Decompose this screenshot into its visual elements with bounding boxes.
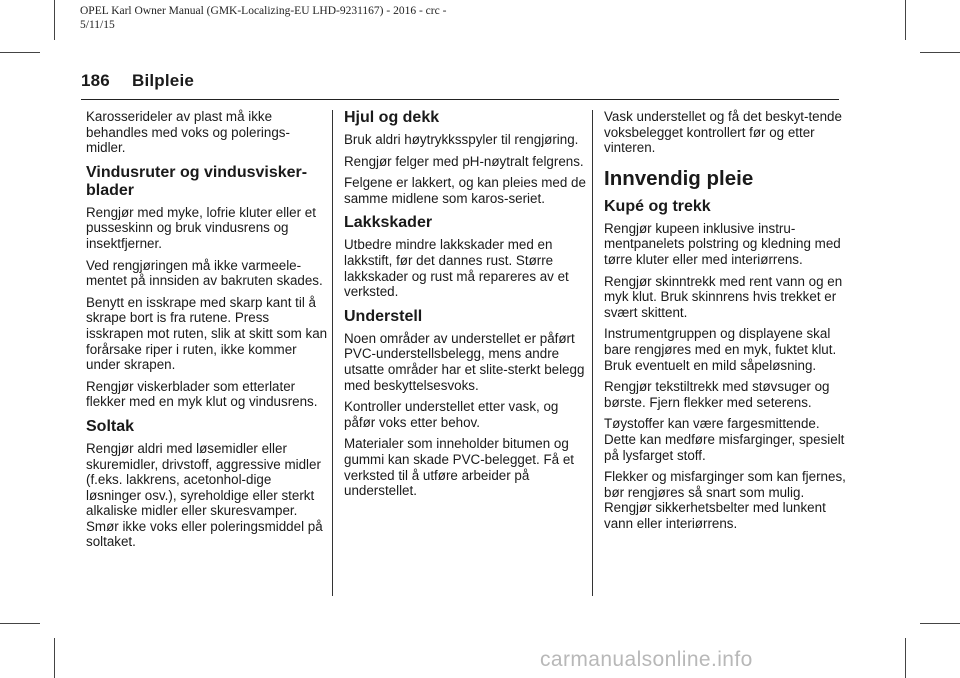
paragraph-fabric-color: Tøystoffer kan være fargesmittende. Dette kan medføre misfarginger, spesielt på lysfarget stoff.	[604, 416, 845, 463]
heading-paint-damage: Lakkskader	[344, 214, 433, 232]
crop-mark-left-lower	[0, 623, 40, 624]
paragraph-textile: Rengjør tekstiltrekk med støvsuger og børste. Fjern flekker med seterens.	[604, 379, 830, 410]
print-header-line1: OPEL Karl Owner Manual (GMK-Localizing-EU LHD-9231167) - 2016 - crc -	[80, 5, 447, 17]
paragraph-heating-element: Ved rengjøringen må ikke varmeele-mentet på innsiden av bakruten skades.	[86, 257, 323, 289]
crop-mark-right-lower	[920, 623, 960, 624]
paragraph-bitumen: Materialer som inneholder bitumen og gummi kan skade PVC-belegget. Få et verksted til å utføre arbeider på understellet.	[344, 436, 574, 499]
paragraph-check-underbody: Kontroller understellet etter vask, og påfør voks etter behov.	[344, 399, 559, 430]
paragraph-rim-cleaner: Rengjør felger med pH-nøytralt felgrens.	[344, 153, 584, 169]
print-header	[80, 4, 520, 32]
heading-windows-wipers: Vindusruter og vindusvisker-blader	[86, 163, 308, 199]
crop-mark-bottom-right	[905, 638, 906, 678]
crop-mark-top-left	[54, 0, 55, 40]
watermark: carmanualsonline.info	[540, 648, 753, 671]
paragraph-pressure-washer: Bruk aldri høytrykksspyler til rengjøring.	[344, 132, 579, 147]
paragraph-sunroof-care: Rengjør aldri med løsemidler eller skuremidler, drivstoff, aggressive midler (f.eks. lakkrens, acetonhol-dige løsninger osv.), syreholdige eller sterkt alkaliske midler eller skuresvamper. Smør ikke voks eller poleringsmiddel på soltaket.	[86, 440, 323, 550]
paragraph-pvc-coating: Noen områder av understellet er påført PVC-understellsbelegg, mens andre utsatte områder har et slite-sterkt belegg med beskyttelsesvoks.	[344, 330, 585, 393]
crop-mark-right-upper	[920, 52, 960, 53]
chapter-title: Bilpleie	[131, 71, 195, 90]
paragraph-plastic-parts: Karosserideler av plast må ikke behandles med voks og polerings-midler.	[86, 109, 290, 156]
heading-rule	[81, 99, 839, 100]
crop-mark-left-upper	[0, 52, 40, 53]
heading-cabin-upholstery: Kupé og trekk	[604, 197, 711, 215]
heading-wheels-tyres: Hjul og dekk	[344, 109, 440, 126]
paragraph-instruments-displays: Instrumentgruppen og displayene skal bare rengjøres med en myk, fuktet klut. Bruk eventuelt en mild såpeløsning.	[604, 326, 837, 373]
page-number: 186	[81, 71, 110, 90]
paragraph-ice-scraper: Benytt en isskrape med skarp kant til å skrape bort is fra rutene. Press isskrapen mot ruten, slik at skitt som kan forårsake riper i ruten, ikke kommer under skrapen.	[86, 294, 328, 373]
crop-mark-bottom-left	[54, 638, 55, 678]
paragraph-rims-painted: Felgene er lakkert, og kan pleies med de samme midlene som karos-seriet.	[344, 175, 586, 206]
column-divider-1	[332, 110, 333, 596]
heading-sunroof: Soltak	[86, 417, 135, 435]
column-divider-2	[592, 110, 593, 596]
paragraph-window-cleaning: Rengjør med myke, lofrie kluter eller et pusseskinn og bruk vindusrens og insektfjerner.	[86, 204, 316, 251]
paragraph-wiper-blades: Rengjør viskerblader som etterlater flekker med en myk klut og vindusrens.	[86, 378, 318, 410]
column-1	[86, 109, 328, 556]
heading-underbody: Understell	[344, 307, 423, 325]
paragraph-cabin-cleaning: Rengjør kupeen inklusive instru-mentpanelets polstring og kledning med tørre kluter eller med interiørrens.	[604, 220, 841, 267]
paragraph-leather: Rengjør skinntrekk med rent vann og en myk klut. Bruk skinnrens hvis trekket er svært skittent.	[604, 273, 843, 320]
chapter-heading	[81, 71, 194, 91]
print-header-line2: 5/11/15	[80, 19, 115, 31]
paragraph-wash-underbody: Vask understellet og få det beskyt-tende voksbelegget kontrollert før og etter vinteren.	[604, 109, 842, 156]
paragraph-paint-repair: Utbedre mindre lakkskader med en lakkstift, før det dannes rust. Større lakkskader og rust må repareres av et verksted.	[344, 237, 569, 300]
heading-interior-care: Innvendig pleie	[604, 166, 754, 190]
paragraph-stains: Flekker og misfarginger som kan fjernes, bør rengjøres så snart som mulig. Rengjør sikkerhetsbelter med lunkent vann eller interiørrens.	[604, 469, 846, 531]
crop-mark-top-right	[905, 0, 906, 40]
column-2	[344, 109, 586, 505]
column-3	[604, 109, 846, 537]
